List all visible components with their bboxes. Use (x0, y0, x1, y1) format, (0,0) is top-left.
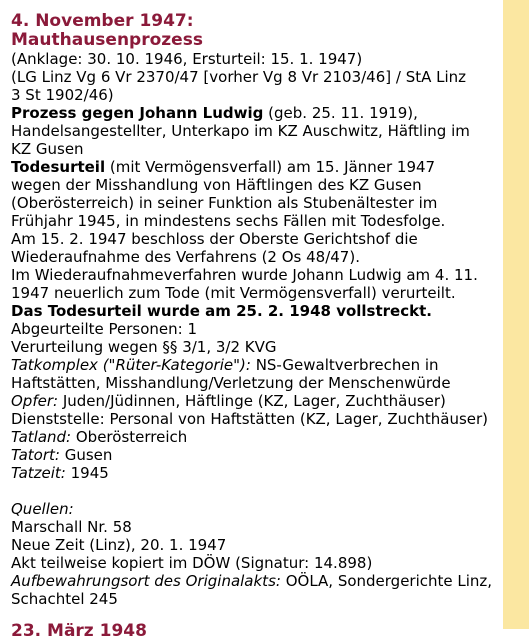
sources-label: Quellen: (11, 500, 74, 518)
file-reference-line: (LG Linz Vg 6 Vr 2370/47 [vorher Vg 8 Vr 2103/46] / StA Linz (11, 68, 467, 86)
verdict-text: Frühjahr 1945, in mindestens sechs Fällen mit Todesfolge. (11, 212, 446, 230)
verdict-text: wegen der Misshandlung von Häftlingen des KZ Gusen (11, 176, 422, 194)
archive-label: Aufbewahrungsort des Originalakts: (11, 572, 281, 590)
side-rail (503, 0, 529, 629)
complex-value: NS-Gewaltverbrechen in (250, 356, 439, 374)
victims-value: Juden/Jüdinnen, Häftlinge (KZ, Lager, Zuchthäuser) (58, 392, 446, 410)
file-reference-line: 3 St 1902/46) (11, 86, 114, 104)
defendant-details: KZ Gusen (11, 140, 84, 158)
complex-line (11, 356, 491, 374)
country-line (11, 428, 491, 446)
trial-heading: Mauthausenprozess (11, 30, 203, 50)
time-value: 1945 (65, 464, 109, 482)
office-line: Dienststelle: Personal von Haftstätten (KZ, Lager, Zuchthäuser) (11, 410, 489, 428)
source-item: Akt teilweise kopiert im DÖW (Signatur: 14.898) (11, 554, 373, 572)
entry (11, 12, 491, 608)
archive-line (11, 572, 491, 590)
verdict-line (11, 158, 491, 176)
spacer (11, 482, 491, 500)
defendant-details: Handelsangestellter, Unterkapo im KZ Auschwitz, Häftling im (11, 122, 470, 140)
victims-label: Opfer: (11, 392, 59, 410)
place-line (11, 446, 491, 464)
country-label: Tatland: (11, 428, 72, 446)
place-value: Gusen (59, 446, 113, 464)
appeal-text: Am 15. 2. 1947 beschloss der Oberste Gerichtshof die (11, 230, 418, 248)
appeal-text: Wiederaufnahme des Verfahrens (2 Os 48/47). (11, 248, 360, 266)
place-label: Tatort: (11, 446, 60, 464)
victims-line (11, 392, 491, 410)
country-value: Oberösterreich (71, 428, 188, 446)
verdict-text: (mit Vermögensverfall) am 15. Jänner 1947 (105, 158, 436, 176)
next-entry-heading: 23. März 1948 (11, 621, 147, 641)
verdict-label: Todesurteil (11, 158, 106, 176)
time-label: Tatzeit: (11, 464, 66, 482)
complex-label: Tatkomplex ("Rüter-Kategorie"): (11, 356, 251, 374)
appeal-text: Im Wiederaufnahmeverfahren wurde Johann Ludwig am 4. 11. (11, 266, 478, 284)
time-line (11, 464, 491, 482)
verdict-text: (Oberösterreich) in seiner Funktion als Stubenältester im (11, 194, 438, 212)
source-item: Marschall Nr. 58 (11, 518, 132, 536)
archive-value: OÖLA, Sondergerichte Linz, (280, 572, 493, 590)
source-item: Neue Zeit (Linz), 20. 1. 1947 (11, 536, 227, 554)
execution-line: Das Todesurteil wurde am 25. 2. 1948 vollstreckt. (11, 302, 432, 320)
entry-date-heading: 4. November 1947: (11, 11, 194, 31)
defendant-label: Prozess gegen Johann Ludwig (11, 104, 264, 122)
persons-line: Abgeurteilte Personen: 1 (11, 320, 198, 338)
archive-value: Schachtel 245 (11, 590, 118, 608)
charges-line: (Anklage: 30. 10. 1946, Ersturteil: 15. 1. 1947) (11, 50, 363, 68)
law-line: Verurteilung wegen §§ 3/1, 3/2 KVG (11, 338, 277, 356)
complex-value: Haftstätten, Misshandlung/Verletzung der Menschenwürde (11, 374, 451, 392)
defendant-birth: (geb. 25. 11. 1919), (263, 104, 418, 122)
appeal-text: 1947 neuerlich zum Tode (mit Vermögensverfall) verurteilt. (11, 284, 456, 302)
defendant-line (11, 104, 491, 122)
